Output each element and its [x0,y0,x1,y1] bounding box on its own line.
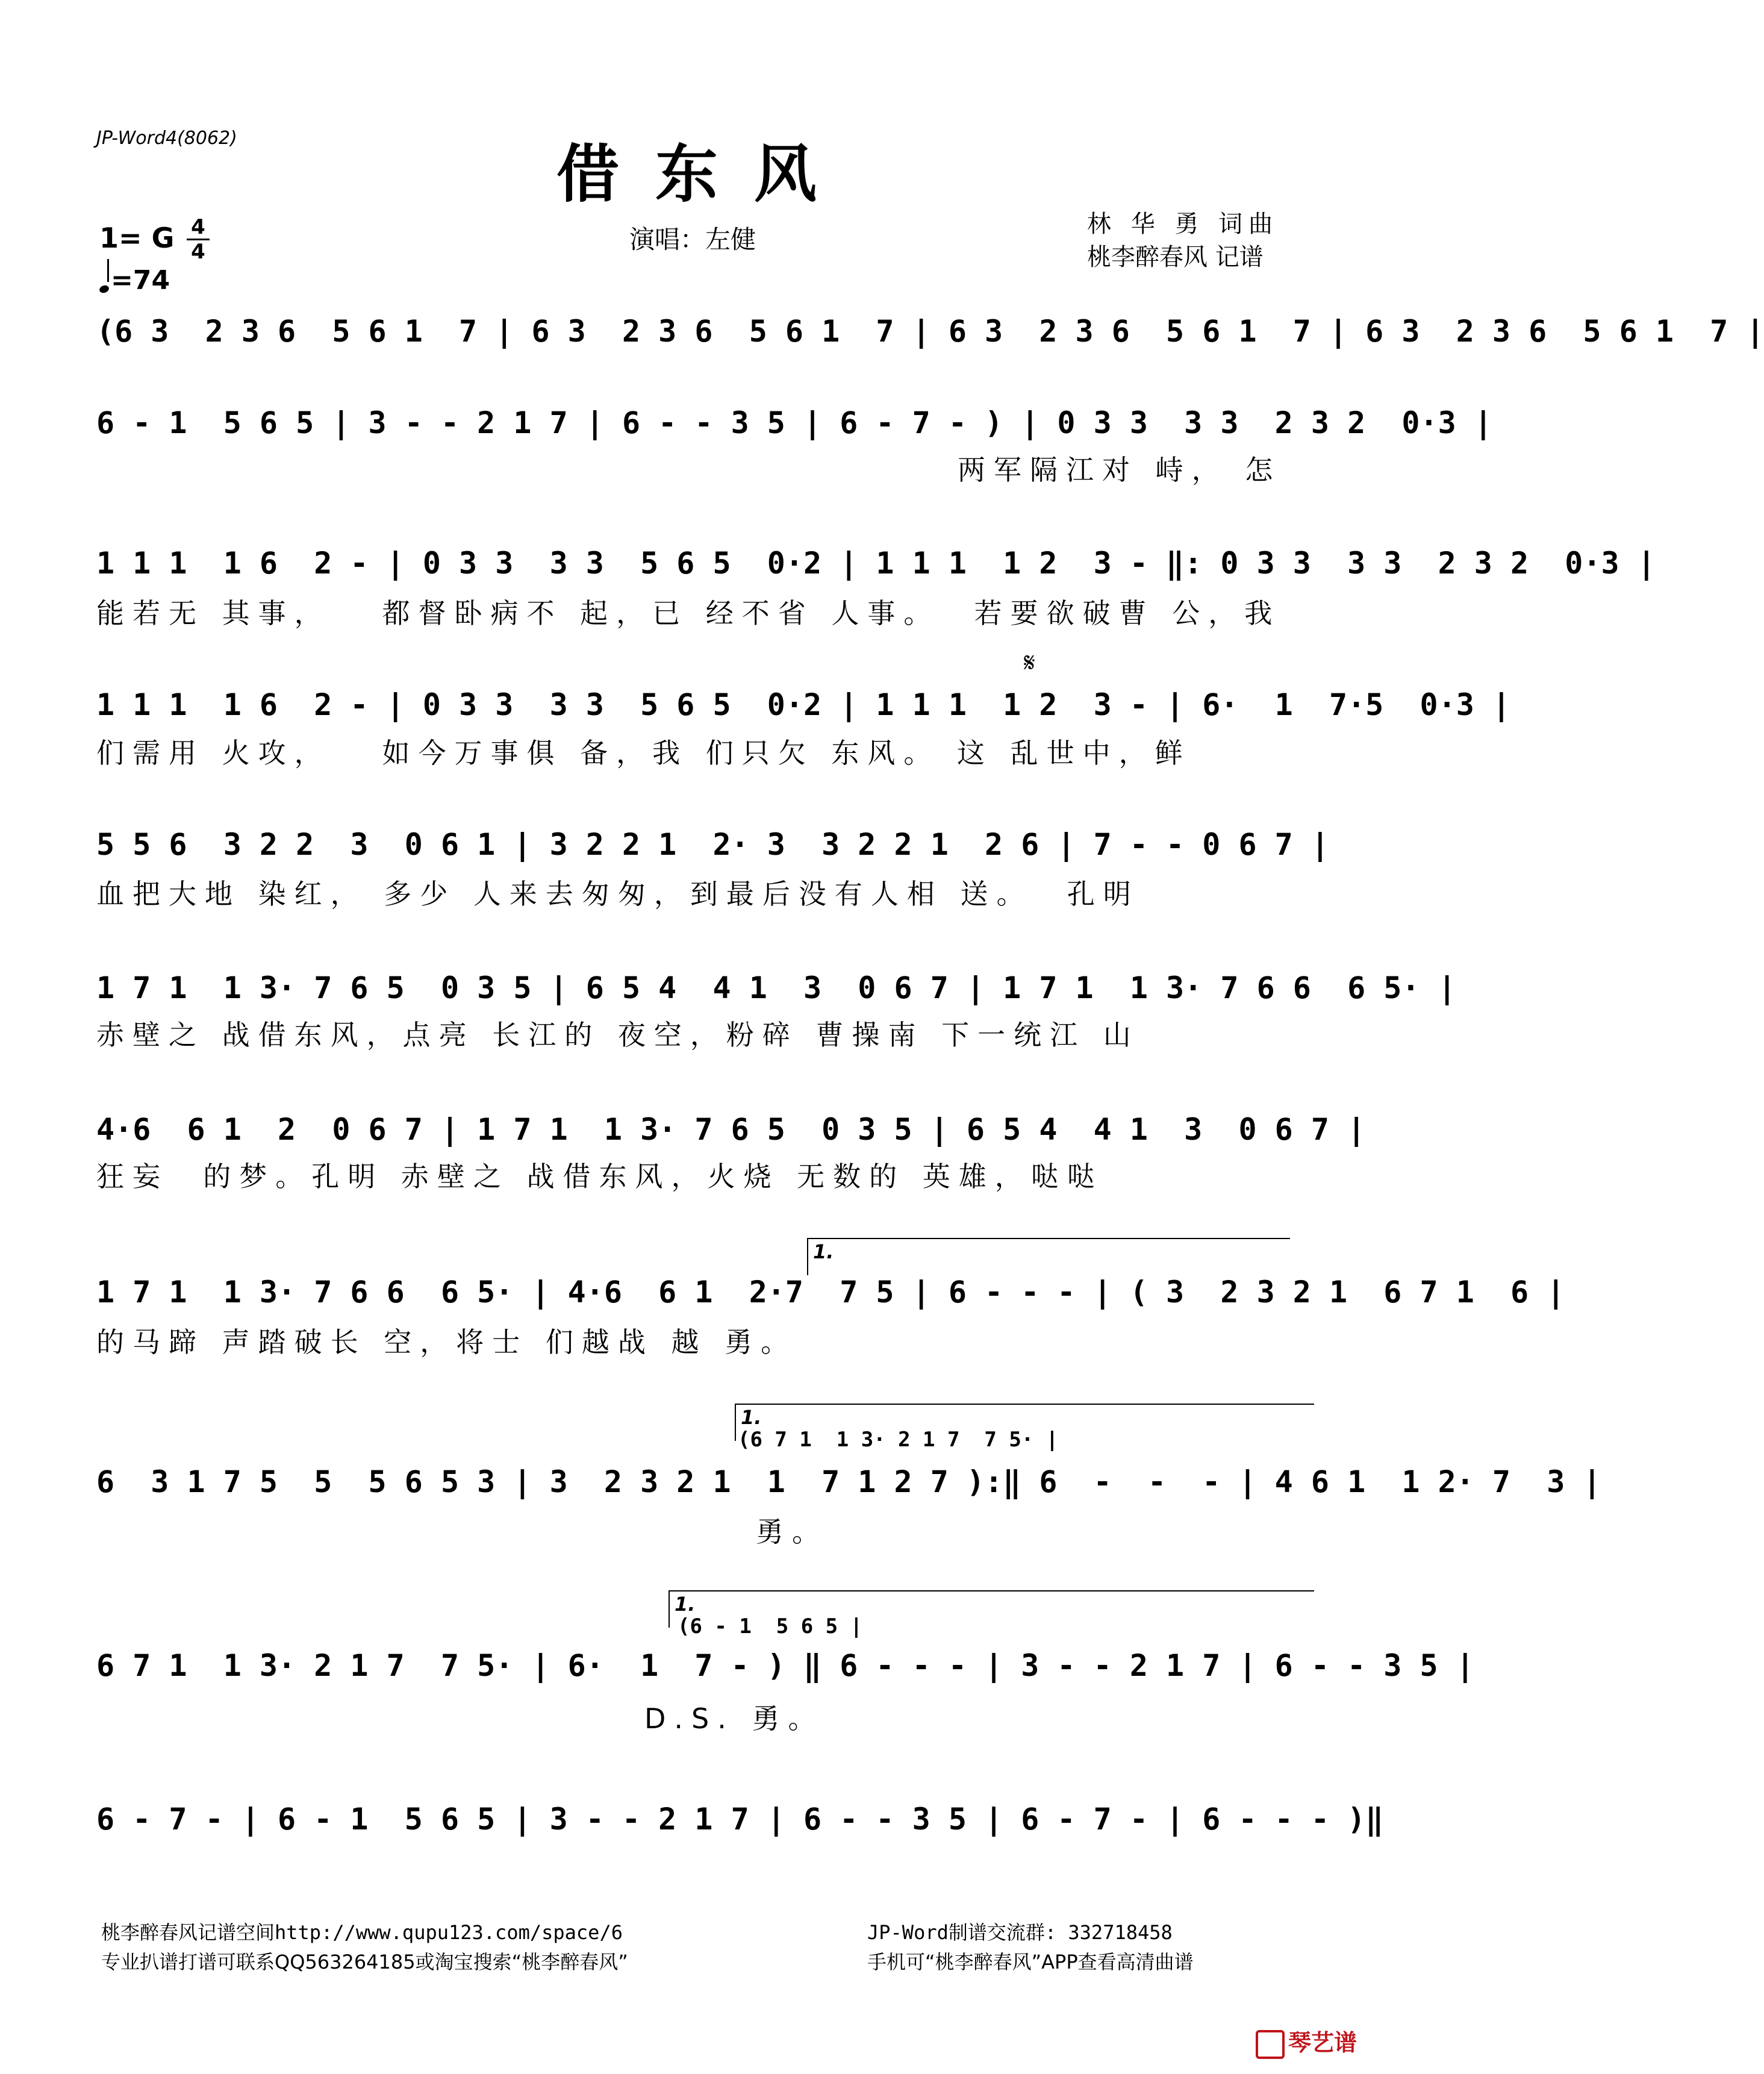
score-system-9: 6 3 1 7 5 5 5 6 5 3 | 3 2 3 2 1 1 7 1 2 7 ):‖ 6 - - - | 4 6 1 1 2· 7 3 | [96,1464,1601,1499]
lyrics-system-2: 两军隔江对 峙， 怎 [958,454,1282,486]
score-system-11: 6 - 7 - | 6 - 1 5 6 5 | 3 - - 2 1 7 | 6 - - 3 5 | 6 - 7 - | 6 - - - )‖ [96,1802,1384,1837]
time-signature [187,217,210,262]
transcriber-credit: 桃李醉春风 记谱 [1087,243,1264,271]
tempo-marking [99,265,170,296]
song-title: 借东风 [556,137,853,211]
score-system-9-alt: (6 7 1 1 3· 2 1 7 7 5· | [738,1428,1059,1452]
lyrics-system-8: 的马蹄 声踏破长 空，将士 们越战 越 勇。 [96,1326,797,1358]
segno-sign: 𝄋 [1024,648,1035,678]
time-signature-top: 4 [191,215,205,239]
software-label: JP-Word4(8062) [96,128,237,149]
first-ending-bracket: 1. [807,1238,1290,1275]
first-ending-bracket-2: 1. [735,1404,1314,1441]
score-system-10-alt: (6 - 1 5 6 5 | [678,1614,863,1638]
logo-icon [1256,2030,1285,2059]
first-ending-bracket-3: 1. [669,1590,1314,1628]
site-logo: 琴艺谱 [1256,2024,1357,2059]
lyrics-system-6: 赤壁之 战借东风，点亮 长江的 夜空，粉碎 曹操南 下一统江 山 [96,1019,1139,1051]
lyrics-system-5: 血把大地 染红， 多少 人来去匆匆，到最后没有人相 送。 孔明 [96,878,1139,910]
score-system-10: 6 7 1 1 3· 2 1 7 7 5· | 6· 1 7 - ) ‖ 6 - - - | 3 - - 2 1 7 | 6 - - 3 5 | [96,1648,1474,1683]
score-system-8: 1 7 1 1 3· 7 6 6 6 5· | 4·6 6 1 2·7 7 5 | 6 - - - | ( 3 2 3 2 1 6 7 1 6 | [96,1275,1565,1310]
footer-group: JP-Word制谱交流群: 332718458 [867,1921,1173,1944]
score-system-3: 1 1 1 1 6 2 - | 0 3 3 3 3 5 6 5 0·2 | 1 1 1 1 2 3 - ‖: 0 3 3 3 3 2 3 2 0·3 | [96,546,1656,581]
quarter-note-icon [98,284,110,295]
lyrics-system-9: 勇。 [756,1516,828,1548]
singer-credit: 演唱：左健 [629,225,756,254]
score-system-7: 4·6 6 1 2 0 6 7 | 1 7 1 1 3· 7 6 5 0 3 5 | 6 5 4 4 1 3 0 6 7 | [96,1112,1366,1147]
score-system-2: 6 - 1 5 6 5 | 3 - - 2 1 7 | 6 - - 3 5 | 6 - 7 - ) | 0 3 3 3 3 2 3 2 0·3 | [96,405,1492,440]
footer-app: 手机可“桃李醉春风”APP查看高清曲谱 [867,1951,1194,1973]
tempo-value: =74 [111,265,170,296]
key-signature: 1= G [99,222,175,254]
lyrics-system-4: 们需用 火攻， 如今万事俱 备，我 们只欠 东风。 这 乱世中，鲜 [96,737,1191,769]
lyrics-system-3: 能若无 其事， 都督卧病不 起，已 经不省 人事。 若要欲破曹 公，我 [96,597,1281,629]
footer-contact: 专业扒谱打谱可联系QQ563264185或淘宝搜索“桃李醉春风” [101,1951,628,1973]
score-system-4: 1 1 1 1 6 2 - | 0 3 3 3 3 5 6 5 0·2 | 1 1 1 1 2 3 - | 6· 1 7·5 0·3 | [96,687,1510,722]
lyrics-system-7: 狂妄 的梦。孔明 赤壁之 战借东风，火烧 无数的 英雄，哒哒 [96,1160,1103,1193]
footer-space-link: 桃李醉春风记谱空间http://www.qupu123.com/space/6 [101,1921,623,1944]
score-system-5: 5 5 6 3 2 2 3 0 6 1 | 3 2 2 1 2· 3 3 2 2 1 2 6 | 7 - - 0 6 7 | [96,827,1329,862]
composer-credit: 林 华 勇 词曲 [1087,210,1279,238]
score-system-6: 1 7 1 1 3· 7 6 5 0 3 5 | 6 5 4 4 1 3 0 6 7 | 1 7 1 1 3· 7 6 6 6 5· | [96,970,1456,1005]
score-system-1: (6 3 2 3 6 5 6 1 7 | 6 3 2 3 6 5 6 1 7 | 6 3 2 3 6 5 6 1 7 | 6 3 2 3 6 5 6 1 7 | [96,314,1764,349]
time-signature-bottom: 4 [191,240,205,264]
lyrics-system-10: D.S. 勇。 [644,1702,824,1735]
